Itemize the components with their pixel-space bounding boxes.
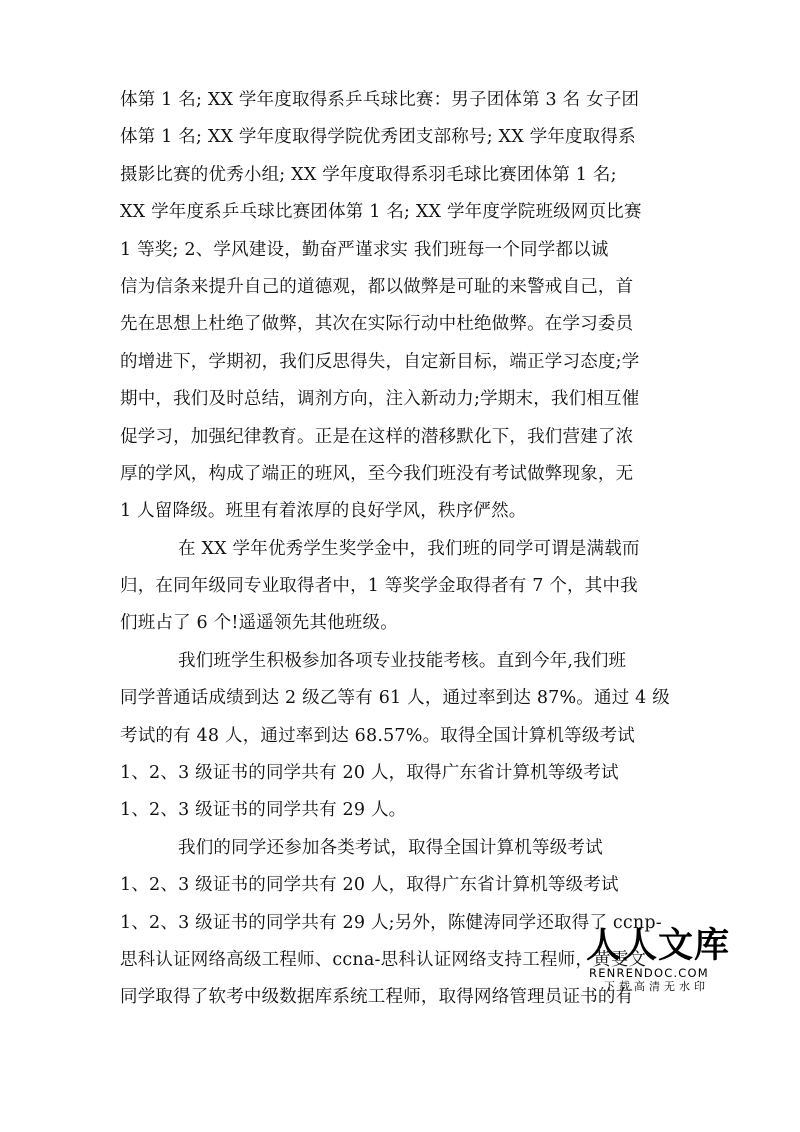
- text-line: 1、2、3 级证书的同学共有 29 人。: [120, 800, 407, 821]
- text-line: 思科认证网络高级工程师、ccna-思科认证网络支持工程师，黄雯文: [120, 949, 647, 970]
- text-line: 摄影比赛的优秀小组; XX 学年度取得系羽毛球比赛团体第 1 名;: [120, 164, 617, 185]
- text-line: 1 人留降级。班里有着浓厚的良好学风，秩序俨然。: [120, 501, 527, 522]
- paragraph-start-line: 我们班学生积极参加各项专业技能考核。直到今年,我们班: [178, 650, 627, 671]
- text-line: 厚的学风，构成了端正的班风，至今我们班没有考试做弊现象，无: [120, 463, 634, 484]
- text-line: 促学习，加强纪律教育。正是在这样的潜移默化下，我们营建了浓: [120, 426, 634, 447]
- text-line: 归，在同年级同专业取得者中，1 等奖学金取得者有 7 个，其中我: [120, 576, 638, 597]
- watermark-note: 下载高清无水印: [604, 980, 709, 993]
- text-line: 体第 1 名; XX 学年度取得系乒乓球比赛：男子团体第 3 名 女子团: [120, 90, 640, 110]
- text-line: 1 等奖; 2、学风建设，勤奋严谨求实 我们班每一个同学都以诚: [120, 239, 609, 260]
- text-line: 考试的有 48 人，通过率到达 68.57%。取得全国计算机等级考试: [120, 725, 635, 746]
- text-line: 体第 1 名; XX 学年度取得学院优秀团支部称号; XX 学年度取得系: [120, 127, 636, 148]
- text-line: 的增进下，学期初，我们反思得失，自定新目标，端正学习态度;学: [120, 351, 640, 372]
- text-line: 1、2、3 级证书的同学共有 20 人，取得广东省计算机等级考试: [120, 875, 619, 896]
- text-line: 1、2、3 级证书的同学共有 29 人;另外，陈健涛同学还取得了 ccnp-: [120, 912, 662, 933]
- text-line: 同学普通话成绩到达 2 级乙等有 61 人，通过率到达 87%。通过 4 级: [120, 688, 670, 709]
- text-line: 期中，我们及时总结，调剂方向，注入新动力;学期末，我们相互催: [120, 389, 640, 410]
- watermark-brand-text: 人人文库: [586, 926, 731, 966]
- text-line: 信为信条来提升自己的道德观，都以做弊是可耻的来警戒自己，首: [120, 276, 634, 297]
- text-line: 先在思想上杜绝了做弊，其次在实际行动中杜绝做弊。在学习委员: [120, 314, 634, 335]
- paragraph-start-line: 我们的同学还参加各类考试，取得全国计算机等级考试: [178, 837, 603, 858]
- document-body: [120, 82, 680, 1017]
- watermark-logo: [586, 926, 736, 996]
- text-line: 1、2、3 级证书的同学共有 20 人，取得广东省计算机等级考试: [120, 763, 619, 784]
- paragraph-start-line: 在 XX 学年优秀学生奖学金中，我们班的同学可谓是满载而: [178, 538, 640, 559]
- text-line: XX 学年度系乒乓球比赛团体第 1 名; XX 学年度学院班级网页比赛: [120, 202, 642, 223]
- text-line: 同学取得了软考中级数据库系统工程师，取得网络管理员证书的有: [120, 987, 634, 1008]
- text-line: 们班占了 6 个!遥遥领先其他班级。: [120, 613, 398, 634]
- watermark-url: RENRENDOC.COM: [589, 966, 709, 980]
